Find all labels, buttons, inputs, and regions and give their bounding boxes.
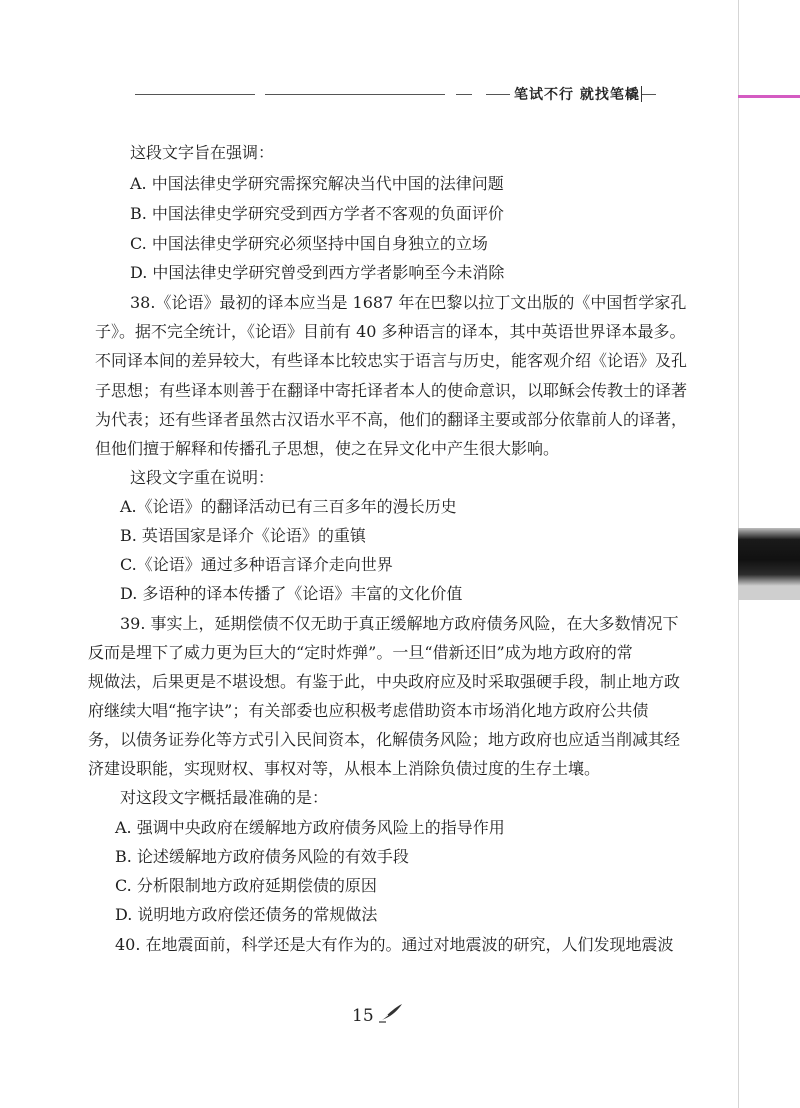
header-brand: 笔试不行 就找笔橇: [514, 87, 640, 103]
q38-option-a: A.《论语》的翻译活动已有三百多年的漫长历史: [120, 497, 457, 516]
q39-line: 务，以债务证券化等方式引入民间资本，化解债务风险；地方政府也应适当削减其经: [88, 730, 681, 749]
scan-edge-shadow: [738, 528, 800, 586]
q38-line: 为代表；还有些译者虽然古汉语水平不高，他们的翻译主要或部分依靠前人的译著，: [95, 410, 688, 429]
q38-line: 不同译本间的差异较大，有些译本比较忠实于语言与历史，能客观介绍《论语》及孔: [95, 351, 688, 370]
page-number: 15: [352, 1006, 374, 1026]
q39-option-c: C. 分析限制地方政府延期偿债的原因: [115, 876, 377, 895]
q39-line: 39. 事实上，延期偿债不仅无助于真正缓解地方政府债务风险，在大多数情况下: [120, 614, 679, 633]
header-rule-segment: [135, 94, 255, 95]
q38-option-b: B. 英语国家是译介《论语》的重镇: [120, 526, 366, 545]
q38-option-d: D. 多语种的译本传播了《论语》丰富的文化价值: [120, 584, 463, 603]
q38-line: 但他们擅于解释和传播孔子思想，使之在异文化中产生很大影响。: [95, 439, 560, 458]
q40-line: 40. 在地震面前，科学还是大有作为的。通过对地震波的研究，人们发现地震波: [115, 935, 674, 954]
q39-line: 反而是埋下了威力更为巨大的“定时炸弹”。一旦“借新还旧”成为地方政府的常: [88, 643, 633, 662]
scan-edge-mark: [738, 95, 800, 98]
q39-option-d: D. 说明地方政府偿还债务的常规做法: [115, 905, 378, 924]
q39-prompt: 对这段文字概括最准确的是：: [120, 788, 329, 807]
q37-option-b: B. 中国法律史学研究受到西方学者不客观的负面评价: [130, 204, 504, 223]
q38-line: 38.《论语》最初的译本应当是 1687 年在巴黎以拉丁文出版的《中国哲学家孔: [130, 293, 687, 312]
q38-option-c: C.《论语》通过多种语言译介走向世界: [120, 555, 393, 574]
q37-option-c: C. 中国法律史学研究必须坚持中国自身独立的立场: [130, 234, 488, 253]
q39-line: 府继续大唱“拖字诀”；有关部委也应积极考虑借助资本市场消化地方政府公共债: [88, 701, 649, 720]
q37-prompt: 这段文字旨在强调：: [130, 143, 275, 162]
q39-line: 规做法，后果更是不堪设想。有鉴于此，中央政府应及时采取强硬手段，制止地方政: [88, 672, 681, 691]
scan-edge-shadow: [738, 586, 800, 600]
header-rule-segment: [486, 94, 510, 95]
q37-option-d: D. 中国法律史学研究曾受到西方学者影响至今未消除: [130, 263, 505, 282]
q37-option-a: A. 中国法律史学研究需探究解决当代中国的法律问题: [130, 174, 504, 193]
header-rule-segment: [456, 94, 472, 95]
q39-line: 济建设职能，实现财权、事权对等，从根本上消除负债过度的生存土壤。: [88, 759, 601, 778]
q39-option-b: B. 论述缓解地方政府债务风险的有效手段: [115, 847, 409, 866]
q38-line: 子》。据不完全统计，《论语》目前有 40 多种语言的译本，其中英语世界译本最多。: [95, 322, 686, 341]
q38-prompt: 这段文字重在说明：: [130, 468, 275, 487]
quill-pen-icon: [378, 1003, 404, 1027]
q39-option-a: A. 强调中央政府在缓解地方政府债务风险上的指导作用: [115, 818, 505, 837]
header-rule-segment: [642, 94, 656, 95]
header-rule-segment: [265, 94, 445, 95]
q38-line: 子思想；有些译本则善于在翻译中寄托译者本人的使命意识，以耶稣会传教士的译著: [95, 381, 688, 400]
